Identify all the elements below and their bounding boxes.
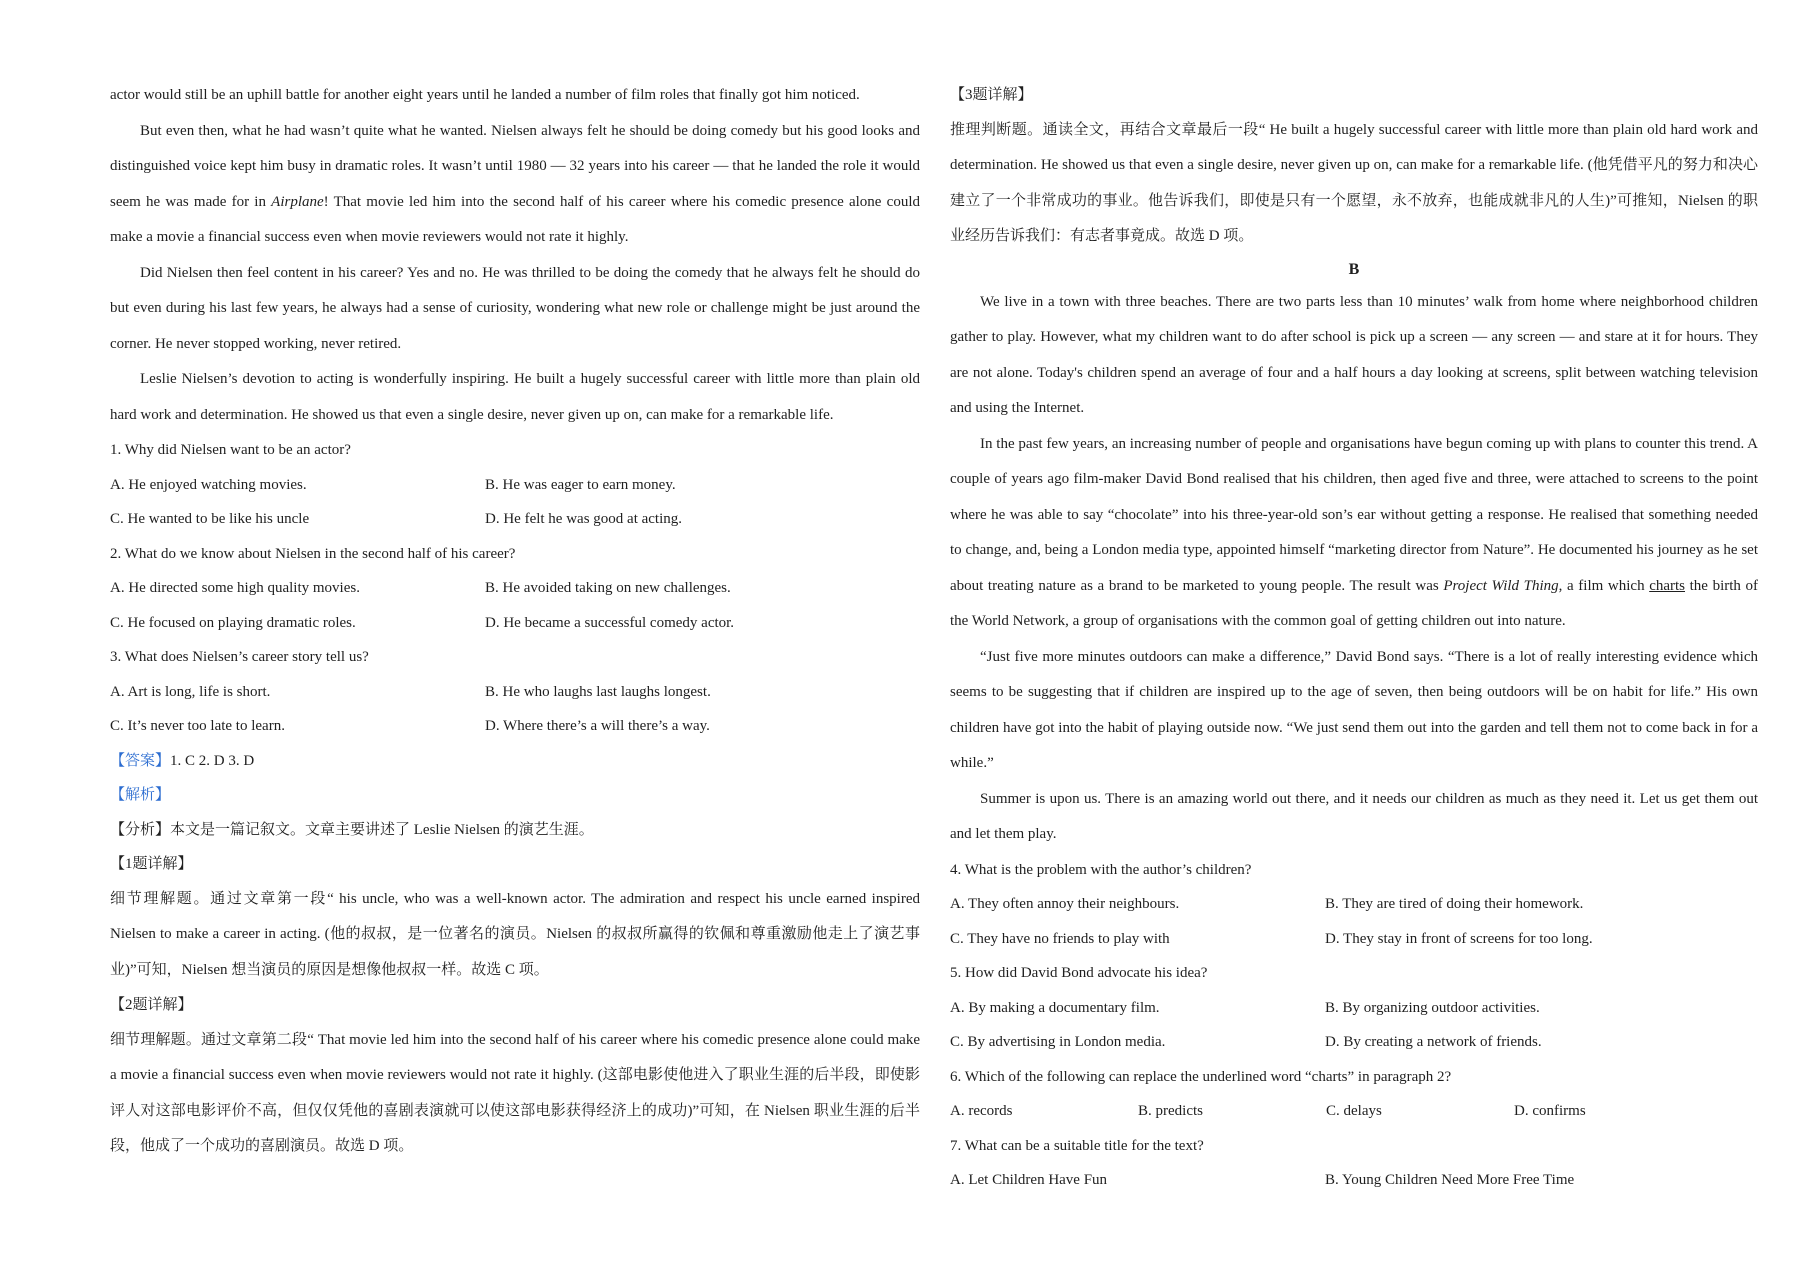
option-d: D. He felt he was good at acting. (485, 511, 683, 527)
summary-label: 【分析】 (110, 821, 171, 838)
option-c: C. He focused on playing dramatic roles. (110, 614, 356, 631)
question-3: 3. What does Nielsen’s career story tell us? (110, 649, 369, 665)
question-4: 4. What is the problem with the author’s children? (950, 861, 1252, 878)
question-1-options (110, 468, 920, 503)
option-b: B. He who laughs last laughs longest. (485, 683, 711, 700)
option-c: C. delays (1326, 1103, 1382, 1119)
film-title: Project Wild Thing (1443, 577, 1559, 594)
option-a: A. He directed some high quality movies. (110, 580, 360, 596)
question-4-options (950, 887, 1758, 922)
option-a: A. Art is long, life is short. (110, 683, 271, 700)
question-1-options (110, 502, 920, 537)
question-1: 1. Why did Nielsen want to be an actor? (110, 442, 351, 458)
option-d: D. By creating a network of friends. (1325, 1034, 1542, 1050)
detail-3-text: 推理判断题。通读全文，再结合文章最后一段“ He built a hugely successful career with little more than plain old hard work and determination. He showed us that even a single desire, never given up on, can make for a remarkable life. (他凭借平凡的努力和决心建立了一个非常成功的事业。他告诉我们，即使是只有一个愿望，永不放弃，也能成就非凡的人生)”可推知，Nielsen 的职业经历告诉我们：有志者事竟成。故选 D 项。 (950, 121, 1758, 244)
option-b: B. He was eager to earn money. (485, 476, 676, 493)
detail-1-label: 【1题详解】 (110, 856, 193, 872)
detail-1-text: 细节理解题。通过文章第一段“ his uncle, who was a well-known actor. The admiration and respect his uncle earned inspired Nielsen to make a career in acting. (他的叔叔，是一位著名的演员。Nielsen 的叔叔所赢得的钦佩和尊重激励他走上了演艺事业)”可知，Nielsen 想当演员的原因是想像他叔叔一样。故选 C 项。 (110, 890, 920, 978)
option-c: C. By advertising in London media. (950, 1034, 1166, 1050)
option-a: A. By making a documentary film. (950, 999, 1160, 1016)
answer-label: 【答案】 (110, 752, 171, 769)
summary-line (110, 813, 920, 848)
option-b: B. predicts (1138, 1103, 1203, 1119)
option-c: C. They have no friends to play with (950, 930, 1170, 947)
option-a: A. Let Children Have Fun (950, 1172, 1108, 1188)
question-6-options (950, 1094, 1758, 1129)
question-3-options (110, 709, 920, 744)
underlined-word: charts (1649, 577, 1686, 594)
option-b: B. He avoided taking on new challenges. (485, 580, 731, 596)
detail-3-label: 【3题详解】 (950, 87, 1033, 103)
question-5-options (950, 991, 1758, 1026)
option-a: A. records (950, 1103, 1013, 1119)
option-a: A. He enjoyed watching movies. (110, 476, 307, 493)
question-7: 7. What can be a suitable title for the text? (950, 1137, 1204, 1154)
option-c: C. It’s never too late to learn. (110, 718, 285, 734)
option-d: D. confirms (1514, 1103, 1586, 1119)
passage-paragraph: But even then, what he had wasn’t quite what he wanted. Nielsen always felt he should be doing comedy but his good looks and distinguished voice kept him busy in dramatic roles. It wasn’t until 1980 — 32 years into his career — that he landed the role it would seem he was made for in Airplane! That movie led him into the second half of his career where his comedic presence alone could make a movie a financial success even when movie reviewers would not rate it highly. (110, 122, 920, 245)
option-a: A. They often annoy their neighbours. (950, 896, 1180, 912)
passage-paragraph: “Just five more minutes outdoors can make a difference,” David Bond says. “There is a lot of really interesting evidence which seems to be suggesting that if children are inspired up to the age of seven, then being outdoors will be on habit for life.” His own children have got into the habit of playing outside now. “We just send them out into the garden and tell them not to come back in for a while.” (950, 648, 1758, 771)
passage-paragraph: Did Nielsen then feel content in his career? Yes and no. He was thrilled to be doing the comedy that he always felt he should do but even during his last few years, he always had a sense of curiosity, wondering what new role or challenge might be just around the corner. He never stopped working, never retired. (110, 264, 920, 352)
summary-text: 本文是一篇记叙文。文章主要讲述了 Leslie Nielsen 的演艺生涯。 (170, 821, 594, 838)
question-2: 2. What do we know about Nielsen in the second half of his career? (110, 545, 516, 562)
option-d: D. He became a successful comedy actor. (485, 614, 735, 631)
option-d: D. Where there’s a will there’s a way. (485, 718, 710, 734)
passage-paragraph: In the past few years, an increasing number of people and organisations have begun coming up with plans to counter this trend. A couple of years ago film-maker David Bond realised that his children, then aged five and three, were attached to screens to the point where he was able to say “chocolate” into his three-year-old son’s ear without getting a response. He realised that something needed to change, and, being a London media type, appointed himself “marketing director from Nature”. He documented his journey as he set about treating nature as a brand to be marketed to young people. The result was Project Wild Thing, a film which charts the birth of the World Network, a group of organisations with the common goal of getting children out into nature. (950, 435, 1758, 629)
answer-line (110, 744, 920, 779)
right-column (950, 78, 1758, 1198)
passage-paragraph: actor would still be an uphill battle for another eight years until he landed a number of film roles that finally got him noticed. (110, 87, 860, 103)
question-7-options (950, 1163, 1758, 1198)
question-5-options (950, 1025, 1758, 1060)
option-c: C. He wanted to be like his uncle (110, 511, 310, 527)
left-column (110, 78, 920, 1165)
analysis-label: 【解析】 (110, 787, 171, 803)
option-b: B. They are tired of doing their homework. (1325, 896, 1584, 912)
question-4-options (950, 922, 1758, 957)
passage-paragraph: We live in a town with three beaches. There are two parts less than 10 minutes’ walk from home where neighborhood children gather to play. However, what my children want to do after school is pick up a screen — any screen — and stare at it for hours. They are not alone. Today's children spend an average of four and a half hours a day looking at screens, split between watching television and using the Internet. (950, 293, 1758, 416)
question-6: 6. Which of the following can replace the underlined word “charts” in paragraph 2? (950, 1068, 1452, 1085)
movie-title: Airplane (271, 193, 324, 210)
option-d: D. They stay in front of screens for too long. (1325, 930, 1593, 947)
question-2-options (110, 571, 920, 606)
passage-paragraph: Summer is upon us. There is an amazing world out there, and it needs our children as much as they need it. Let us get them out and let them play. (950, 790, 1758, 842)
question-5: 5. How did David Bond advocate his idea? (950, 965, 1208, 981)
detail-2-text: 细节理解题。通过文章第二段“ That movie led him into the second half of his career where his comedic presence alone could make a movie a financial success even when movie reviewers would not rate it highly. (这部电影使他进入了职业生涯的后半段，即使影评人对这部电影评价不高，但仅仅凭他的喜剧表演就可以使这部电影获得经济上的成功)”可知，在 Nielsen 职业生涯的后半段，他成了一个成功的喜剧演员。故选 D 项。 (110, 1031, 920, 1154)
answer-text: 1. C 2. D 3. D (170, 752, 255, 769)
question-3-options (110, 675, 920, 710)
section-heading: B (1348, 260, 1360, 278)
option-b: B. Young Children Need More Free Time (1325, 1172, 1575, 1188)
question-2-options (110, 606, 920, 641)
option-b: B. By organizing outdoor activities. (1325, 999, 1540, 1016)
passage-paragraph: Leslie Nielsen’s devotion to acting is wonderfully inspiring. He built a hugely successful career with little more than plain old hard work and determination. He showed us that even a single desire, never given up on, can make for a remarkable life. (110, 371, 920, 423)
detail-2-label: 【2题详解】 (110, 997, 193, 1013)
